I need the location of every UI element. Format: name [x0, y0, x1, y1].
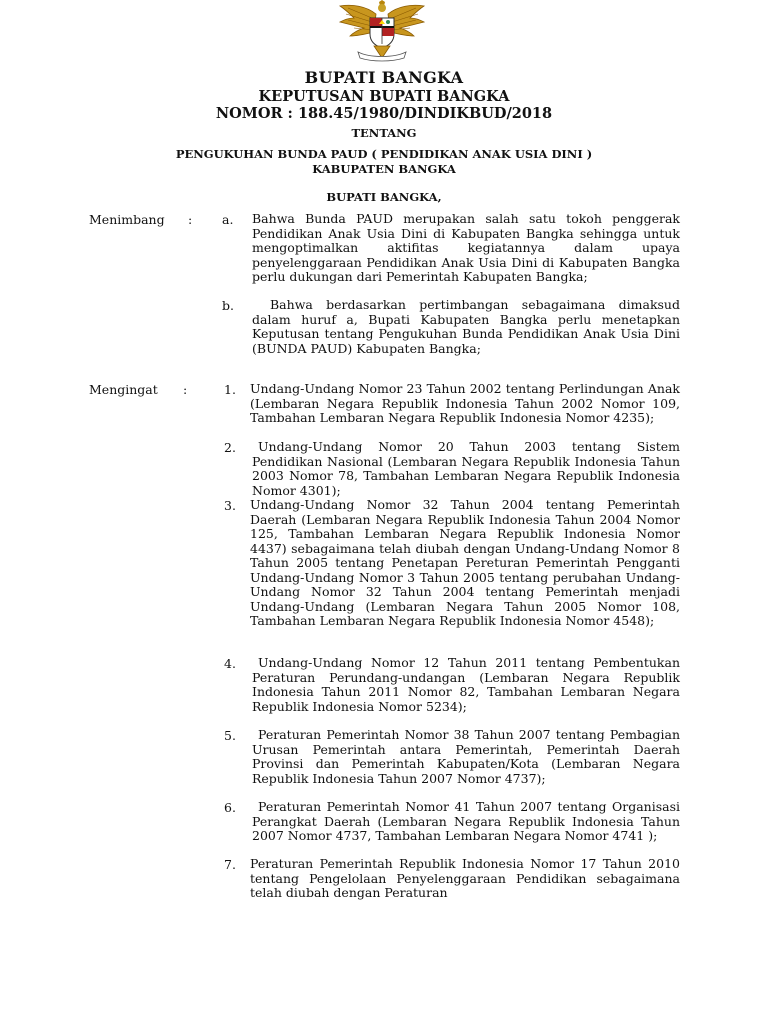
- subject-line-2: KABUPATEN BANGKA: [312, 162, 456, 176]
- mengingat-item-2-text: Undang-Undang Nomor 20 Tahun 2003 tentang Sistem Pendidikan Nasional (Lembaran Negara Republik Indonesia Tahun 2003 Nomor 78, Tambahan Lembaran Negara Republik Indonesia Nomor 4301);: [252, 439, 680, 498]
- subject-line-1: PENGUKUHAN BUNDA PAUD ( PENDIDIKAN ANAK USIA DINI ): [175, 147, 593, 161]
- mengingat-item-2-marker: 2.: [224, 440, 236, 455]
- mengingat-item-5-text: Peraturan Pemerintah Nomor 38 Tahun 2007 tentang Pembagian Urusan Pemerintah antara Pemerintah, Pemerintah Daerah Provinsi dan Pemerintah Kabupaten/Kota (Lembaran Negara Republik Indonesia Tahun 2007 Nomor 4737);: [252, 727, 680, 786]
- mengingat-item-6-text: Peraturan Pemerintah Nomor 41 Tahun 2007 tentang Organisasi Perangkat Daerah (Lembaran Negara Republik Indonesia Tahun 2007 Nomor 4737, Tambahan Lembaran Negara Nomor 4741 );: [252, 799, 680, 843]
- menimbang-colon: :: [188, 212, 193, 227]
- mengingat-label: Mengingat: [89, 382, 158, 397]
- decree-number: NOMOR : 188.45/1980/DINDIKBUD/2018: [215, 105, 553, 122]
- menimbang-item-b-text: Bahwa berdasarkan pertimbangan sebagaimana dimaksud dalam huruf a, Bupati Kabupaten Bangka perlu menetapkan Keputusan tentang Pengukuhan Bunda Pendidikan Anak Usia Dini (BUNDA PAUD) Kabupaten Bangka;: [252, 297, 680, 356]
- garuda-emblem: [336, 0, 428, 64]
- decree-title: KEPUTUSAN BUPATI BANGKA: [258, 88, 510, 105]
- mengingat-colon: :: [183, 382, 188, 397]
- menimbang-item-b-marker: b.: [222, 298, 234, 313]
- mengingat-item-4-marker: 4.: [224, 656, 236, 671]
- mengingat-item-1-marker: 1.: [224, 382, 236, 397]
- issuer-heading: BUPATI BANGKA,: [326, 190, 442, 204]
- mengingat-item-7-text: Peraturan Pemerintah Republik Indonesia Nomor 17 Tahun 2010 tentang Pengelolaan Penyelenggaraan Pendidikan sebagaimana telah diubah dengan Peraturan: [250, 856, 680, 900]
- mengingat-item-3-text: Undang-Undang Nomor 32 Tahun 2004 tentang Pemerintah Daerah (Lembaran Negara Republik Indonesia Tahun 2004 Nomor 125, Tambahan Lembaran Negara Republik Indonesia Nomor 4437) sebagaimana telah diubah dengan Undang-Undang Nomor 8 Tahun 2005 tentang Penetapan Pereturan Pemerintah Pengganti Undang-Undang Nomor 3 Tahun 2005 tentang perubahan Undang-Undang Nomor 32 Tahun 2004 tentang Pemerintah menjadi Undang-Undang (Lembaran Negara Tahun 2005 Nomor 108, Tambahan Lembaran Negara Republik Indonesia Nomor 4548);: [250, 497, 680, 628]
- mengingat-item-5-marker: 5.: [224, 728, 236, 743]
- mengingat-item-6-marker: 6.: [224, 800, 236, 815]
- mengingat-item-4-text: Undang-Undang Nomor 12 Tahun 2011 tentang Pembentukan Peraturan Perundang-undangan (Lembaran Negara Republik Indonesia Tahun 2011 Nomor 82, Tambahan Lembaran Negara Republik Indonesia Nomor 5234);: [252, 655, 680, 714]
- document-title: BUPATI BANGKA: [304, 68, 464, 87]
- about-heading: TENTANG: [351, 126, 417, 140]
- mengingat-item-3-marker: 3.: [224, 498, 236, 513]
- mengingat-item-7-marker: 7.: [224, 857, 236, 872]
- mengingat-item-1-text: Undang-Undang Nomor 23 Tahun 2002 tentang Perlindungan Anak (Lembaran Negara Republik Indonesia Tahun 2002 Nomor 109, Tambahan Lembaran Negara Republik Indonesia Nomor 4235);: [250, 381, 680, 425]
- menimbang-item-a-text: Bahwa Bunda PAUD merupakan salah satu tokoh penggerak Pendidikan Anak Usia Dini di Kabupaten Bangka sehingga untuk mengoptimalkan aktifitas kegiatannya dalam upaya penyelenggaraan Pendidikan Anak Usia Dini di Kabupaten Bangka perlu dukungan dari Pemerintah Kabupaten Bangka;: [252, 211, 680, 284]
- menimbang-item-a-marker: a.: [222, 212, 234, 227]
- menimbang-label: Menimbang: [89, 212, 165, 227]
